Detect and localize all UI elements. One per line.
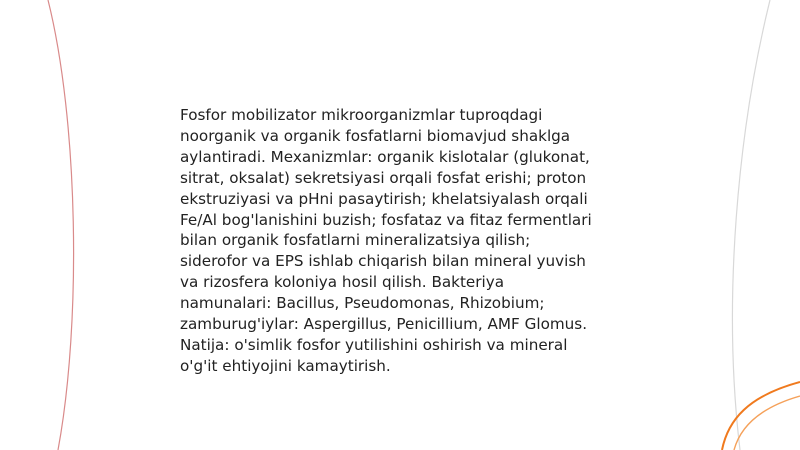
body-text: Fosfor mobilizator mikroorganizmlar tuproqdagi noorganik va organik fosfatlarni biomavjud shaklga aylantiradi. Mexanizmlar: organik kislotalar (glukonat, sitrat, oksalat) sekretsiyasi orqali fosfat erishi; proton ekstruziyasi va pHni pasaytirish; khelatsiyalash orqali Fe/Al bog'lanishini buzish; fosfataz va fitaz fermentlari bilan organik fosfatlarni mineralizatsiya qilish; siderofor va EPS ishlab chiqarish bilan mineral yuvish va rizosfera koloniya hosil qilish. Bakteriya namunalari: Bacillus, Pseudomonas, Rhizobium; zamburug'iylar: Aspergillus, Penicillium, AMF Glomus. Natija: o'simlik fosfor yutilishini oshirish va mineral o'g'it ehtiyojini kamaytirish. xyxy=(180,106,592,375)
orange-arc-inner xyxy=(734,396,800,450)
left-decorative-curve xyxy=(48,0,74,450)
orange-arc-outer xyxy=(722,382,800,450)
right-decorative-curve xyxy=(732,0,770,450)
